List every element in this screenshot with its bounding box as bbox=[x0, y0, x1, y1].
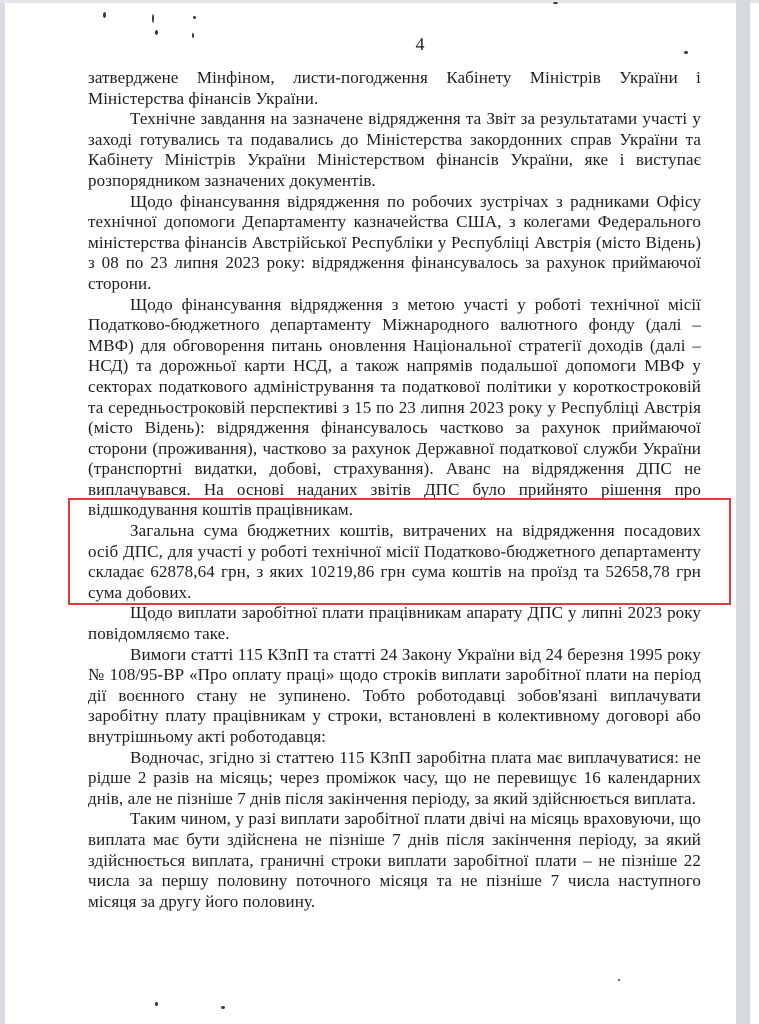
document-body bbox=[88, 68, 701, 912]
scan-speckle bbox=[553, 2, 558, 4]
highlighted-paragraph: Загальна сума бюджетних коштів, витрачених на відрядження посадових осіб ДПС, для участі у роботі технічної місії Податково-бюджетного департаменту складає 62878,64 грн, з яких 10219,86 грн сума коштів на проїзд та 52658,78 грн сума добових. bbox=[88, 521, 701, 603]
paragraph: Водночас, згідно зі статтею 115 КЗпП заробітна плата має виплачуватися: не рідше 2 разів на місяць; через проміжок часу, що не перевищує 16 календарних днів, але не пізніше 7 днів після закінчення періоду, за який здійснюється виплата. bbox=[88, 747, 701, 808]
scan-edge-top bbox=[0, 0, 759, 3]
scan-speckle bbox=[155, 30, 158, 35]
paragraph: Щодо виплати заробітної плати працівникам апарату ДПС у липні 2023 року повідомляємо таке. bbox=[88, 603, 701, 644]
scan-edge-right bbox=[736, 0, 750, 1024]
paragraph: Вимоги статті 115 КЗпП та статті 24 Закону України від 24 березня 1995 року № 108/95-ВР «Про оплату праці» щодо строків виплати заробітної плати на період дії воєнного стану не зупинено. Тобто роботодавці зобов'язані виплачувати заробітну плату працівникам у строки, встановлені в колективному договорі або внутрішньому акті роботодавця: bbox=[88, 644, 701, 746]
scan-speckle bbox=[155, 1002, 158, 1006]
scan-speckle bbox=[103, 12, 106, 18]
paragraph: Щодо фінансування відрядження з метою участі у роботі технічної місії Податково-бюджетного департаменту Міжнародного валютного фонду (далі – МВФ) для обговорення питань оновлення Національної стратегії доходів (далі – НСД) та дорожньої карти НСД, а також напрямів подальшої допомоги МВФ у секторах податкового адміністрування та податкової політики у короткостроковій та середньостроковій перспективі з 15 по 23 липня 2023 року у Республіці Австрія (місто Відень): відрядження фінансувалось частково за рахунок приймаючої сторони (проживання), частково за рахунок Державної податкової служби України (транспортні видатки, добові, страхування). Аванс на відрядження ДПС не виплачувався. На основі наданих звітів ДПС було прийнято рішення про відшкодування коштів працівникам. bbox=[88, 294, 701, 520]
paragraph: Технічне завдання на зазначене відрядження та Звіт за результатами участі у заході готувались та подавались до Міністерства закордонних справ України та Кабінету Міністрів України Міністерством фінансів України, яке і виступає розпорядником зазначених документів. bbox=[88, 109, 701, 190]
scan-speckle bbox=[221, 1006, 225, 1009]
scan-speckle bbox=[152, 14, 154, 23]
scan-speckle bbox=[192, 33, 194, 38]
scan-speckle bbox=[684, 51, 688, 54]
scan-speckle bbox=[618, 979, 620, 981]
paragraph: Щодо фінансування відрядження по робочих зустрічах з радниками Офісу технічної допомоги Департаменту казначейства США, з колегами Федерального міністерства фінансів Австрійської Республіки у Республіці Австрія (місто Відень) з 08 по 23 липня 2023 року: відрядження фінансувалось за рахунок приймаючої сторони. bbox=[88, 191, 701, 293]
paragraph: затверджене Мінфіном, листи-погодження Кабінету Міністрів України і Міністерства фінансів України. bbox=[88, 68, 701, 108]
paragraph: Таким чином, у разі виплати заробітної плати двічі на місяць враховуючи, що виплата має бути здійснена не пізніше 7 днів після закінчення періоду, за який здійснюється виплата, граничні строки виплати заробітної плати – не пізніше 22 числа за першу половину поточного місяця та не пізніше 7 числа наступного місяця за другу його половину. bbox=[88, 809, 701, 911]
scan-edge-left bbox=[0, 0, 5, 1024]
scan-speckle bbox=[193, 16, 196, 19]
page-number: 4 bbox=[415, 34, 425, 54]
